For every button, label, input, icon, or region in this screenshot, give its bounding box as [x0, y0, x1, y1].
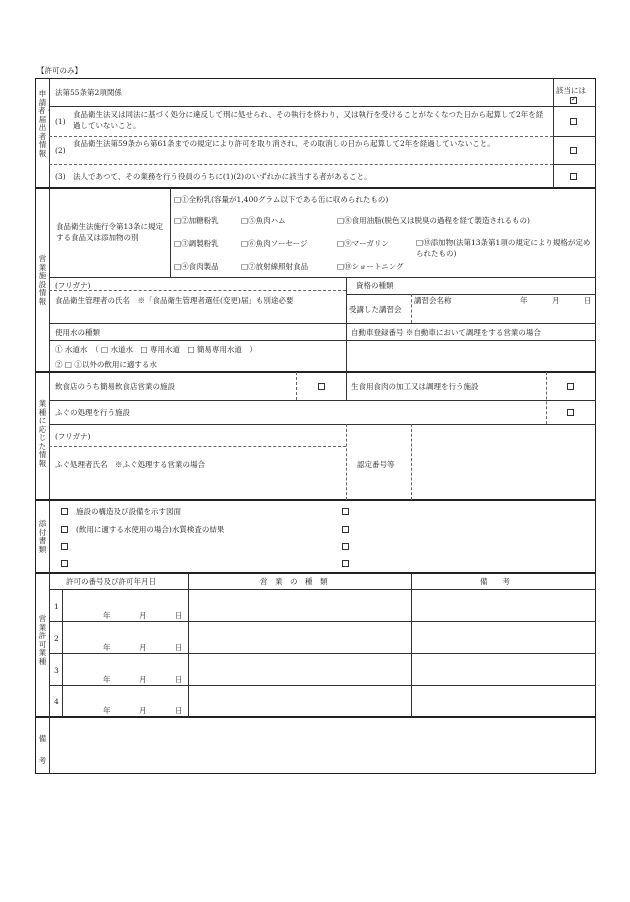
permits-side-label: 営業許可業種: [38, 614, 47, 666]
attachment-checkbox[interactable]: [342, 543, 349, 550]
permit-row-number: 4: [54, 697, 59, 706]
permit-year: 年: [103, 675, 111, 684]
permit-day: 日: [175, 643, 183, 652]
applicable-check-example: [570, 97, 577, 104]
attachment-checkbox[interactable]: [342, 508, 349, 515]
course-day: 日: [584, 296, 592, 305]
course-name-label: 講習会名称: [414, 296, 452, 305]
applicant-row-3-checkbox[interactable]: [570, 173, 577, 180]
water-option-1[interactable]: ① 水道水 （ □ 水道水 □ 専用水道 □ 簡易専用水道 ）: [55, 345, 257, 354]
permit-year: 年: [103, 643, 111, 652]
permit-row-number: 3: [54, 666, 59, 675]
course-month: 月: [552, 296, 560, 305]
additive-option[interactable]: □⑦放射線照射食品: [241, 262, 309, 271]
applicant-row-2-checkbox[interactable]: [570, 147, 577, 154]
fugu-handler-label: ふぐ処理者氏名 ※ふぐ処理する営業の場合: [55, 460, 205, 469]
applicant-row-num: (1): [55, 117, 66, 126]
raw-meat-checkbox[interactable]: [567, 383, 574, 390]
applicant-row-num: (2): [55, 146, 66, 155]
attachment-checkbox[interactable]: [61, 526, 68, 533]
permit-day: 日: [175, 675, 183, 684]
additive-option[interactable]: □①全粉乳(容量が1,400グラム以下である缶に収められたもの): [174, 195, 389, 204]
additive-option[interactable]: □⑤魚肉ハム: [241, 216, 286, 225]
simple-restaurant-checkbox[interactable]: [318, 383, 325, 390]
permit-row-number: 2: [54, 634, 59, 643]
additive-option[interactable]: □③調製粉乳: [174, 239, 219, 248]
notes-header: 備 考: [480, 577, 510, 586]
attachment-item: 施設の構造及び設備を示す図面: [76, 507, 181, 516]
applicant-row-text: 食品衛生法又は同法に基づく処分に違反して刑に処せられ、その執行を終わり、又は執行を受けることがなくなつた日から起算して2年を経過していないこと。: [73, 110, 544, 130]
additive-option[interactable]: □⑨マーガリン: [337, 239, 389, 248]
permit-month: 月: [139, 643, 147, 652]
water-label: 使用水の種類: [55, 328, 100, 337]
permit-number-header: 許可の番号及び許可年月日: [66, 577, 156, 586]
course-label: 受講した講習会: [349, 305, 402, 314]
applicant-row-text: 食品衛生法第59条から第61条までの規定により許可を取り消され、その取消しの日から起算して2年を経過していないこと。: [73, 139, 495, 148]
permit-month: 月: [139, 611, 147, 620]
manager-furigana: (フリガナ): [55, 281, 91, 290]
cert-number-label: 認定番号等: [357, 460, 395, 469]
permit-year: 年: [103, 611, 111, 620]
vehicle-label: 自動車登録番号 ※自動車において調理をする営業の場合: [351, 328, 541, 337]
attachment-checkbox[interactable]: [61, 543, 68, 550]
attachment-item: (飲用に適する水使用の場合)水質検査の結果: [76, 525, 225, 534]
attachment-checkbox[interactable]: [61, 508, 68, 515]
permit-day: 日: [175, 706, 183, 715]
additive-label: 食品衛生法施行令第13条に規定する食品又は添加物の別: [56, 222, 164, 242]
fugu-facility-label: ふぐの処理を行う施設: [55, 408, 130, 417]
qualification-label: 資格の種類: [356, 281, 394, 290]
additive-option[interactable]: □②加糖粉乳: [174, 216, 219, 225]
permit-year: 年: [103, 706, 111, 715]
simple-restaurant-label: 飲食店のうち簡易飲食店営業の施設: [55, 382, 175, 391]
remarks-section: [35, 717, 596, 774]
additive-option[interactable]: □⑥魚肉ソーセージ: [241, 239, 308, 248]
manager-name-label: 食品衛生管理者の氏名 ※「食品衛生管理者選任(変更)届」も別途必要: [55, 296, 294, 305]
additive-option[interactable]: □④食肉製品: [174, 262, 219, 271]
attachment-checkbox[interactable]: [342, 526, 349, 533]
fugu-furigana: (フリガナ): [55, 432, 91, 441]
permit-month: 月: [139, 706, 147, 715]
course-year: 年: [520, 296, 528, 305]
business-side-label: 業種に応じた情報: [38, 399, 47, 468]
applicant-row-text: 法人であつて、その業務を行う役員のうちに(1)(2)のいずれかに該当する者があること。: [73, 172, 372, 181]
additive-option[interactable]: □⑩ショートニング: [337, 262, 404, 271]
applicant-side-label: 申請者・届出者情報: [38, 89, 53, 158]
attachment-checkbox[interactable]: [342, 560, 349, 567]
permit-month: 月: [139, 675, 147, 684]
business-type-header: 営 業 の 種 類: [260, 577, 328, 586]
additive-option[interactable]: □⑧食用油脂(脱色又は脱臭の過程を経て製造されるもの): [337, 216, 530, 225]
applicable-header: 該当には: [556, 86, 586, 95]
water-option-2[interactable]: ② □ ①以外の飲用に適する水: [55, 360, 157, 369]
applicant-row-1-checkbox[interactable]: [570, 118, 577, 125]
additive-option[interactable]: □⑩添加物(法第13条第1項の規定により規格が定められたもの): [416, 238, 591, 258]
permit-day: 日: [175, 611, 183, 620]
permit-row-number: 1: [54, 602, 59, 611]
attachment-checkbox[interactable]: [61, 560, 68, 567]
fugu-facility-checkbox[interactable]: [567, 409, 574, 416]
form-header-tag: 【許可のみ】: [37, 66, 82, 75]
raw-meat-label: 生食用食肉の加工又は調理を行う施設: [351, 382, 479, 391]
attachments-side-label: 添付書類: [38, 519, 47, 554]
applicant-title: 法第55条第2項関係: [55, 88, 122, 97]
permits-section: [35, 573, 596, 717]
remarks-side-label: 備考: [38, 734, 47, 765]
applicant-row-num: (3): [55, 172, 66, 181]
facility-side-label: 営業施設情報: [38, 254, 47, 306]
